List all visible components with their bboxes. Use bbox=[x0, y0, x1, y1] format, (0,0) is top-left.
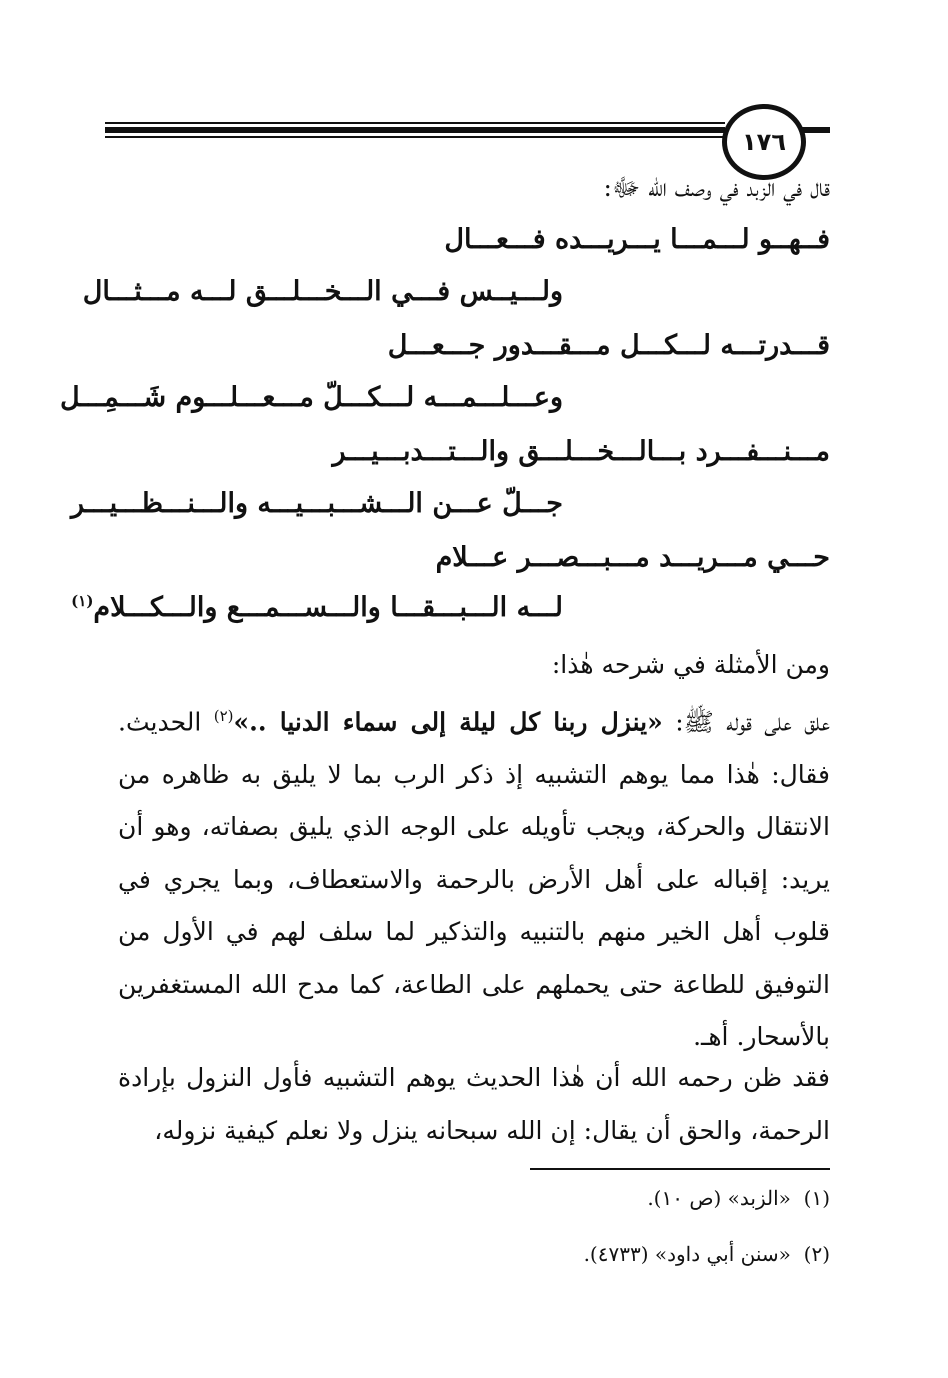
footnote bbox=[647, 1186, 830, 1210]
header-rule bbox=[105, 122, 725, 124]
header-rule bbox=[105, 136, 725, 138]
intro-line: قال في الزبد في وصف الله ﷻ: bbox=[603, 173, 830, 202]
footnote-text: «الزبد» (ص ١٠). bbox=[647, 1186, 791, 1210]
footnote-text: «سنن أبي داود» (٤٧٣٣). bbox=[583, 1242, 791, 1266]
footnote-ref: (٢) bbox=[213, 707, 234, 725]
paragraph-1 bbox=[118, 690, 830, 1064]
verse-line bbox=[71, 592, 563, 623]
verse-line: فــهــو لـــمـــا يـــريـــده فـــعـــال bbox=[444, 224, 830, 255]
verse-line: حـــي مـــريـــد مـــبـــصـــر عـــلام bbox=[435, 542, 830, 573]
verse-line: ولـــيــس فـــي الـــخـــلـــق لـــه مـــثـــال bbox=[82, 276, 563, 307]
examples-line: ومن الأمثلة في شرحه هٰذا: bbox=[551, 650, 830, 679]
verse-line: جـــلّ عـــن الـــشـــبـــيـــه والـــنـــظـــيـــر bbox=[71, 488, 563, 519]
verse-line: مـــنـــفـــرد بـــالـــخـــلـــق والـــتـــدبـــيـــر bbox=[332, 436, 830, 467]
para-text: الحديث. فقال: هٰذا مما يوهم التشبيه إذ ذكر الرب بما لا يليق به ظاهره من الانتقال والحركة، ويجب تأويله على الوجه الذي يليق بصفاته، وهو أن يريد: إقباله على أهل الأرض بالرحمة والاستعطاف، وبما يجري في قلوب أهل الخير منهم بالتنبيه والتذكير لما سلف لهم في الأول من التوفيق للطاعة حتى يحملهم على الطاعة، كما مدح الله المستغفرين بالأسحار. أهـ. bbox=[118, 707, 830, 1052]
page-number: ١٧٦ bbox=[722, 104, 806, 180]
verse-line: وعـــلـــمـــه لـــكـــلّ مـــعـــلـــوم شَـــمِـــل bbox=[59, 382, 563, 413]
header-rule-thick bbox=[105, 127, 725, 133]
footnote bbox=[584, 1242, 830, 1266]
hadith-quote: «ينزل ربنا كل ليلة إلى سماء الدنيا ..» bbox=[233, 707, 663, 737]
footnote-rule bbox=[530, 1168, 830, 1170]
footnote-ref: (١) bbox=[71, 592, 94, 610]
footnote-number: (٢) bbox=[803, 1242, 830, 1266]
para-text: علق على قوله ﷺ: bbox=[662, 707, 831, 737]
paragraph-2: فقد ظن رحمه الله أن هٰذا الحديث يوهم التشبيه فأول النزول بإرادة الرحمة، والحق أن يقال: إن الله سبحانه ينزل ولا نعلم كيفية نزوله، bbox=[118, 1063, 831, 1145]
verse-line: قـــدرتـــه لـــكـــل مـــقـــدور جـــعـــل bbox=[387, 330, 830, 361]
verse-text: لـــه الـــبـــقـــا والـــســـمـــع والـــكـــلام bbox=[93, 592, 563, 623]
footnote-number: (١) bbox=[803, 1186, 830, 1210]
